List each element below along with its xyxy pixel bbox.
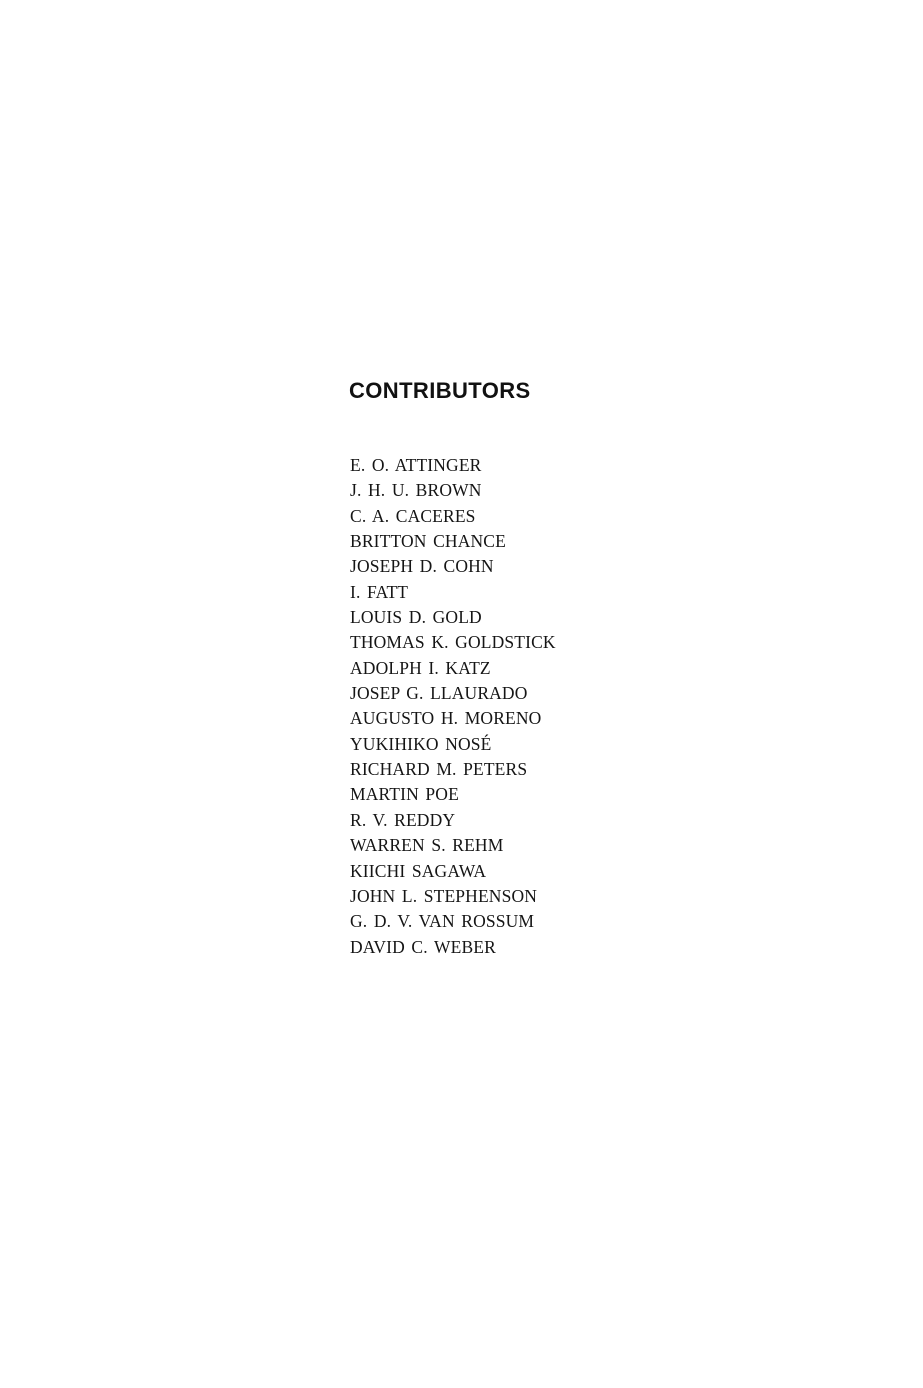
contributor-name: C. A. CACERES <box>350 505 476 526</box>
contributor-name: RICHARD M. PETERS <box>350 759 528 780</box>
contributor-name: DAVID C. WEBER <box>350 936 496 957</box>
contributor-name: JOSEPH D. COHN <box>350 556 494 577</box>
contributor-name: AUGUSTO H. MORENO <box>350 708 542 729</box>
contributor-name: G. D. V. VAN ROSSUM <box>350 911 535 932</box>
contributor-name: J. H. U. BROWN <box>350 480 482 501</box>
contributor-name: BRITTON CHANCE <box>350 531 506 552</box>
contributor-name: I. FATT <box>350 581 409 602</box>
contributor-name: R. V. REDDY <box>350 809 456 830</box>
contributor-name: THOMAS K. GOLDSTICK <box>350 632 556 653</box>
contributor-name: JOHN L. STEPHENSON <box>350 885 538 906</box>
contributor-name: LOUIS D. GOLD <box>350 607 482 628</box>
page-title: CONTRIBUTORS <box>349 378 531 403</box>
contributor-name: MARTIN POE <box>350 784 459 805</box>
contributor-name: JOSEP G. LLAURADO <box>350 683 528 704</box>
contributor-name: KIICHI SAGAWA <box>350 860 487 881</box>
contributor-name: WARREN S. REHM <box>350 835 504 856</box>
contributors-list <box>350 453 556 960</box>
contributor-name: ADOLPH I. KATZ <box>350 657 491 678</box>
contributor-name: E. O. ATTINGER <box>350 455 482 475</box>
contributor-name: YUKIHIKO NOSÉ <box>350 733 492 754</box>
